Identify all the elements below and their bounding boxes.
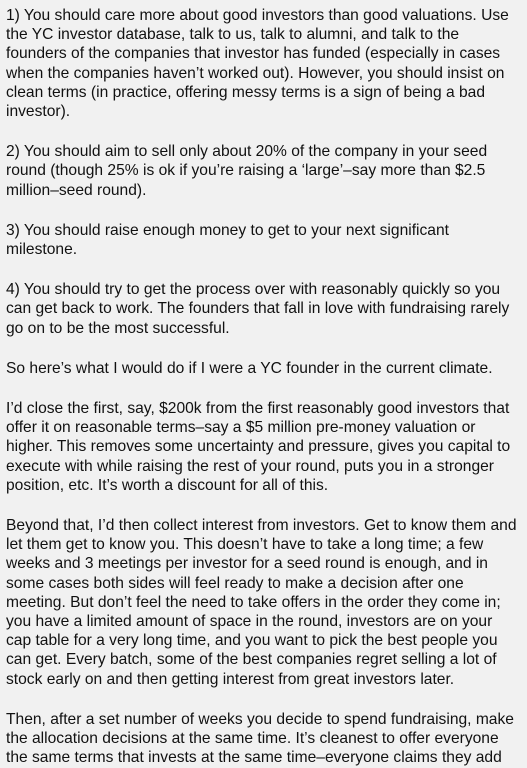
paragraph-allocation: Then, after a set number of weeks you decide to spend fundraising, make the allocation decisions at the same time. It’s cleanest to offer everyone the same terms that invests at the same time–everyone claims they add <box>6 710 514 767</box>
paragraph-point-3: 3) You should raise enough money to get to your next significant milestone. <box>6 221 449 259</box>
paragraph-first-close: I’d close the first, say, $200k from the first reasonably good investors that offer it on reasonable terms–say a $5 million pre-money valuation or higher. This removes some uncertainty and pressure, gives you capital to execute with while raising the rest of your round, puts you in a stronger position, etc. It’s worth a discount for all of this. <box>6 400 511 494</box>
paragraph-point-4: 4) You should try to get the process over with reasonably quickly so you can get back to work. The founders that fall in love with fundraising rarely go on to be the most successful. <box>6 281 510 337</box>
paragraph-intro: So here’s what I would do if I were a YC founder in the current climate. <box>6 359 493 377</box>
paragraph-point-1: 1) You should care more about good investors than good valuations. Use the YC investor database, talk to us, talk to alumni, and talk to the founders of the companies that investor has funded (especially in cases when the companies haven’t worked out). However, you should insist on clean terms (in practice, offering messy terms is a sign of being a bad investor). <box>6 7 509 121</box>
paragraph-collect-interest: Beyond that, I’d then collect interest from investors. Get to know them and let them get to know you. This doesn’t have to take a long time; a few weeks and 3 meetings per investor for a seed round is enough, and in some cases both sides will feel ready to make a decision after one meeting. But don’t feel the need to take offers in the order they come in; you have a limited amount of space in the round, investors are on your cap table for a very long time, and you want to pick the best people you can get. Every batch, some of the best companies regret selling a lot of stock early on and then getting interest from great investors later. <box>6 517 517 688</box>
paragraph-point-2: 2) You should aim to sell only about 20% of the company in your seed round (though 25% is ok if you’re raising a ‘large’–say more than $2.5 million–seed round). <box>6 143 488 199</box>
